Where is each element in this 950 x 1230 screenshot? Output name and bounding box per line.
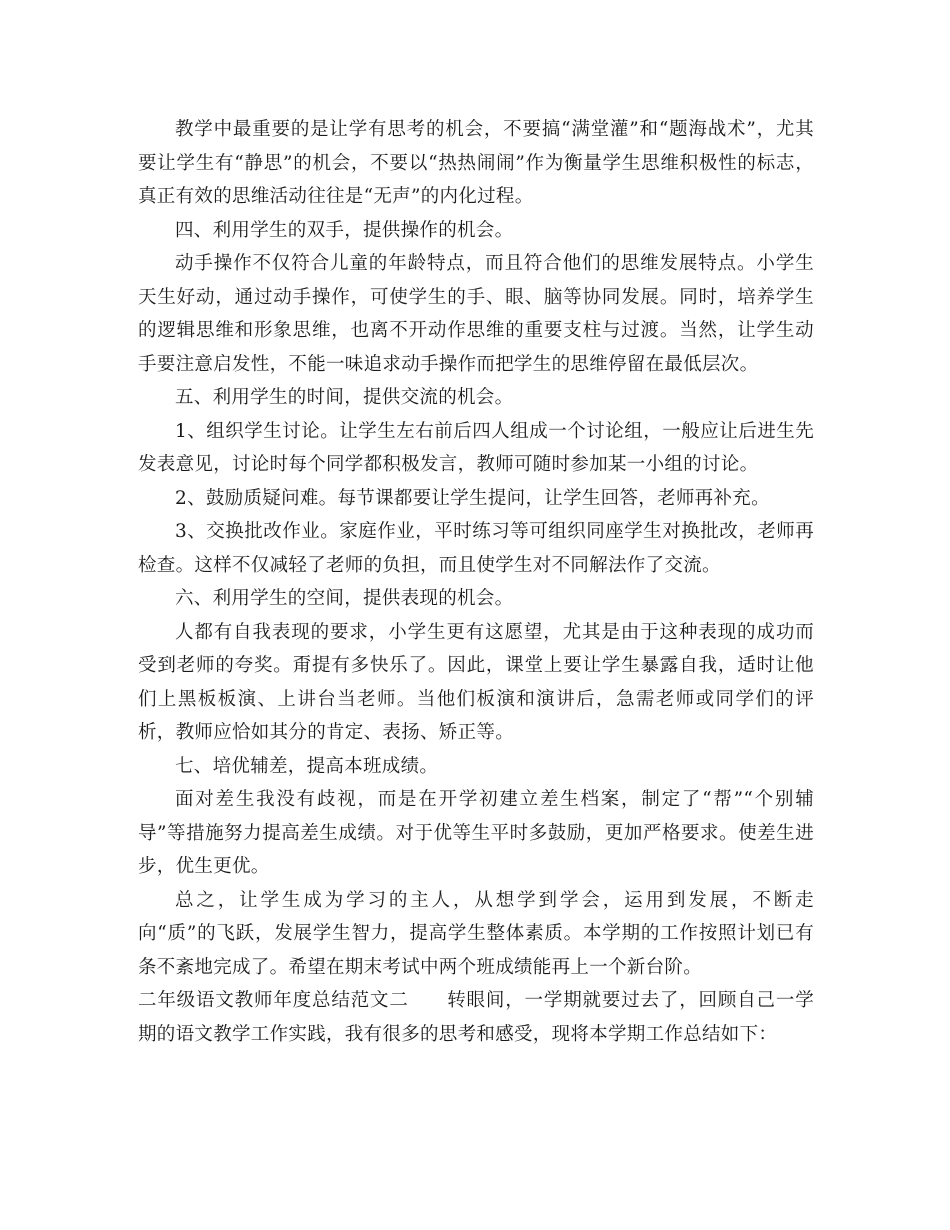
list-item-peer-grading: 3、交换批改作业。家庭作业，平时练习等可组织同座学生对换批改，老师再检查。这样不仅减轻了老师的负担，而且使学生对不同解法作了交流。 [138,521,814,576]
section-heading-five: 五、利用学生的时间，提供交流的机会。 [175,387,514,408]
paragraph-struggling-students: 面对差生我没有歧视，而是在开学初建立差生档案，制定了“帮”“个别辅导”等措施努力提高差生成绩。对于优等生平时多鼓励，更加严格要求。使差生进步，优生更优。 [138,789,814,877]
paragraph-hands-on: 动手操作不仅符合儿童的年龄特点，而且符合他们的思维发展特点。小学生天生好动，通过动手操作，可使学生的手、眼、脑等协同发展。同时，培养学生的逻辑思维和形象思维，也离不开动作思维的重要支柱与过渡。当然，让学生动手要注意启发性，不能一味追求动手操作而把学生的思维停留在最低层次。 [138,253,814,375]
section-heading-four: 四、利用学生的双手，提供操作的机会。 [175,219,514,241]
section-heading-seven: 七、培优辅差，提高本班成绩。 [175,755,439,777]
list-item-questioning: 2、鼓励质疑问难。每节课都要让学生提问，让学生回答，老师再补充。 [175,487,770,509]
paragraph-thinking-opportunity: 教学中最重要的是让学有思考的机会，不要搞“满堂灌”和“题海战术”，尤其要让学生有“静思”的机会，不要以“热热闹闹”作为衡量学生思维积极性的标志，真正有效的思维活动往往是“无声”的内化过程。 [138,119,814,207]
article-two-intro: 转眼间，一学期就要过去了，回顾自己一学期的语文教学工作实践，我有很多的思考和感受，现将本学期工作总结如下： [138,990,815,1045]
closing-paragraph [138,984,814,1051]
list-item-discussion: 1、组织学生讨论。让学生左右前后四人组成一个讨论组，一般应让后进生先发表意见，讨论时每个同学都积极发言，教师可随时参加某一小组的讨论。 [138,420,814,475]
document-body [138,113,814,1051]
paragraph-conclusion: 总之，让学生成为学习的主人，从想学到学会，运用到发展，不断走向“质”的飞跃，发展学生智力，提高学生整体素质。本学期的工作按照计划已有条不紊地完成了。希望在期末考试中两个班成绩能再上一个新台阶。 [138,889,814,978]
article-title-two: 二年级语文教师年度总结范文二 [138,990,409,1011]
section-heading-six: 六、利用学生的空间，提供表现的机会。 [175,588,514,609]
paragraph-self-expression: 人都有自我表现的要求，小学生更有这愿望，尤其是由于这种表现的成功而受到老师的夸奖。甭提有多快乐了。因此，课堂上要让学生暴露自我，适时让他们上黑板板演、上讲台当老师。当他们板演和演讲后，急需老师或同学们的评析，教师应恰如其分的肯定、表扬、矫正等。 [138,621,814,743]
